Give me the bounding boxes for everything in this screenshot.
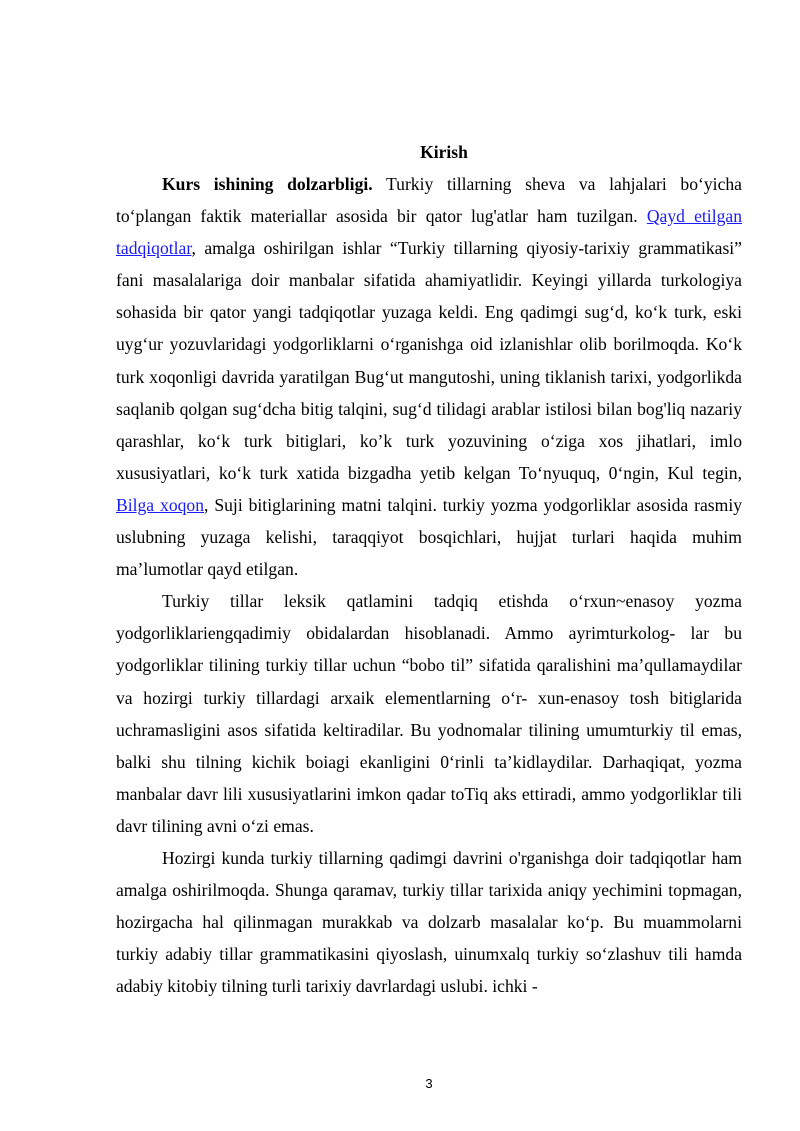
- paragraph-text: , Suji bitiglarining matni talqini. turkiy yozma yodgorliklar asosida rasmiy uslubning yuzaga kelishi, taraqqiyot bosqichlari, hujjat turlari haqida muhim ma’lumotlar qayd etilgan.: [116, 494, 743, 580]
- paragraph-current-research: Hozirgi kunda turkiy tillarning qadimgi davrini o'rganishga doir tadqiqotlar ham amalga oshirilmoqda. Shunga qaramav, turkiy tillar tarixida aniqy yechimini topmagan, hozirgacha hal qilinmagan murakkab va dolzarb masalalar ko‘p. Bu muammolarni turkiy adabiy tillar grammatikasini qiyoslash, uinumxalq turkiy so‘zlashuv tili hamda adabiy kitobiy tilning turli tarixiy davrlardagi uslubi. ichki -: [116, 847, 742, 997]
- relevance-heading: Kurs ishining dolzarbligi.: [162, 174, 373, 194]
- paragraph-relevance: [116, 168, 742, 585]
- link-bilga-xoqon[interactable]: Bilga xoqon: [116, 494, 205, 515]
- paragraph-text: Turkiy tillarning sheva va lahjalari bo‘yicha to‘plangan faktik materiallar asosida bir qator lug'atlar ham tuzilgan.: [116, 174, 742, 227]
- section-title: Kirish: [420, 142, 468, 162]
- paragraph-text: , amalga oshirilgan ishlar “Turkiy tillarning qiyosiy-tarixiy grammatikasi” fani masalalariga doir manbalar sifatida ahamiyatlidir. Keyingi yillarda turkologiya sohasida bir qator yangi tadqiqotlar yuzaga keldi. Eng qadimgi sug‘d, ko‘k turk, eski uyg‘ur yozuvlaridagi yodgorliklarni o‘rganishga oid izlanishlar olib borilmoqda. Ko‘k turk xoqonligi davrida yaratilgan Bug‘ut mangutoshi, uning tiklanish tarixi, yodgorlikda saqlanib qolgan sug‘dcha bitig talqini, sug‘d tilidagi arablar istilosi bilan bog'liq nazariy qarashlar, ko‘k turk bitiglari, ko’k turk yozuvining o‘ziga xos jihatlari, imlo xususiyatlari, ko‘k turk xatida bizgadha yetib kelgan To‘nyuquq, 0‘ngin, Kul tegin,: [116, 238, 742, 483]
- paragraph-lexical-layer: Turkiy tillar leksik qatlamini tadqiq etishda o‘rxun~enasoy yozma yodgorliklariengqadimiy obidalardan hisoblanadi. Ammo ayrimturkolog- lar bu yodgorliklar tilining turkiy tillar uchun “bobo til” sifatida qaralishini ma’qullamaydilar va hozirgi turkiy tillardagi arxaik elementlarning o‘r- xun-enasoy tosh bitiglarida uchramasligini asos sifatida keltiradilar. Bu yodnomalar tilining umumturkiy til emas, balki shu tilning kichik boiagi ekanligini 0‘rinli ta’kidlaydilar. Darhaqiqat, yozma manbalar davr lili xususiyatlarini imkon qadar toTiq aks ettiradi, ammo yodgorliklar tili davr tilining avni o‘zi emas.: [116, 591, 742, 836]
- link-qayd-etilgan-tadqiqotlar[interactable]: Qayd etilgan tadqiqotlar: [116, 206, 742, 259]
- document-body: [116, 136, 742, 1002]
- page-number: 3: [425, 1076, 433, 1091]
